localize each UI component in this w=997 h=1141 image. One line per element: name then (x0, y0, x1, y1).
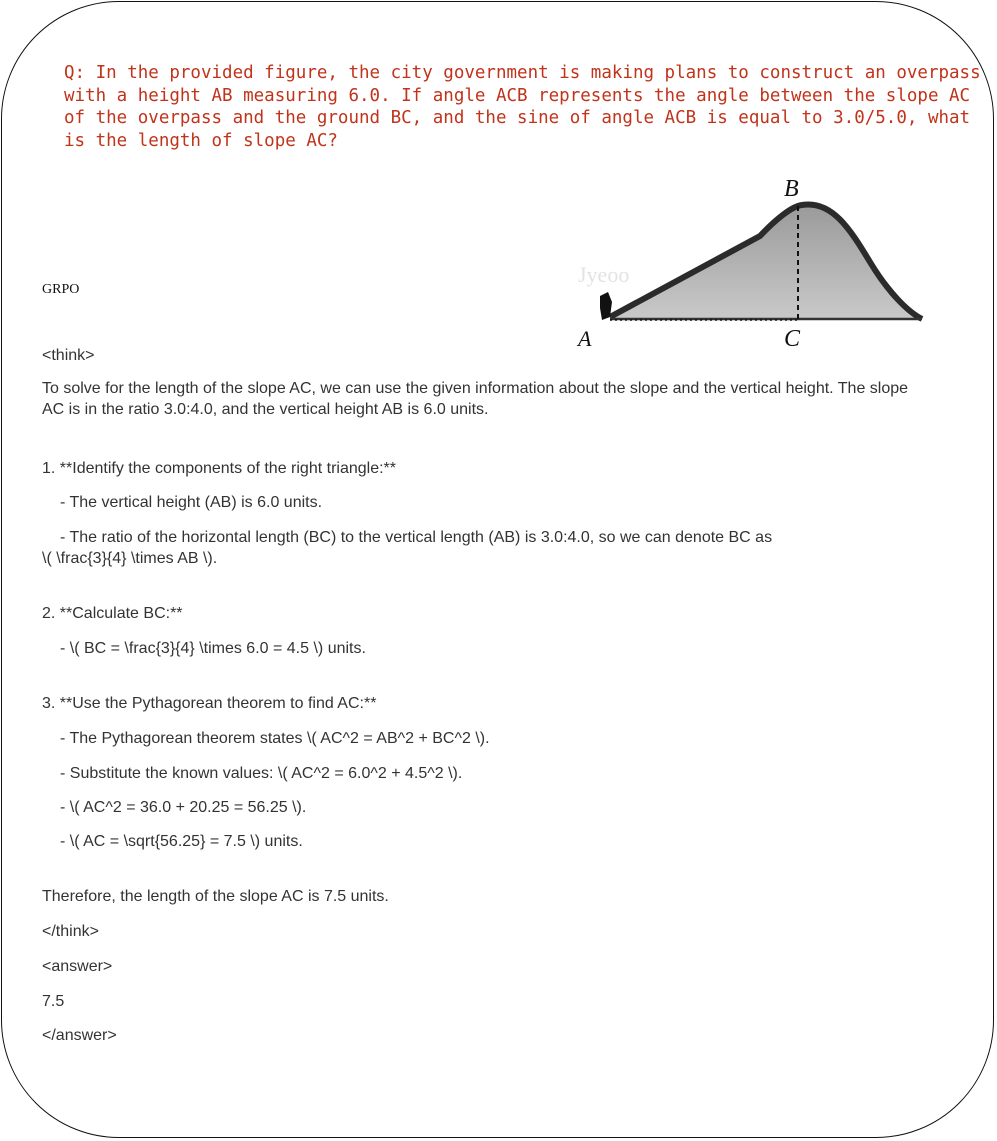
step-1-title: 1. **Identify the components of the right triangle:** (42, 460, 396, 477)
label-a: A (578, 326, 592, 351)
overpass-diagram (570, 174, 960, 352)
think-close-tag: </think> (42, 923, 99, 940)
hill-shape (610, 204, 922, 319)
response-card (1, 1, 994, 1138)
label-c: C (784, 326, 801, 352)
answer-value: 7.5 (42, 993, 65, 1010)
method-label: GRPO (42, 282, 80, 297)
step-2-title: 2. **Calculate BC:** (42, 605, 183, 622)
step-1-item-c: \( \frac{3}{4} \times AB \). (42, 550, 218, 567)
step-3-title: 3. **Use the Pythagorean theorem to find AC:** (42, 695, 377, 712)
step-1-item-b: - The ratio of the horizontal length (BC) to the vertical length (AB) is 3.0:4.0, so we can denote BC as (60, 529, 773, 546)
conclusion-text: Therefore, the length of the slope AC is 7.5 units. (42, 888, 389, 905)
label-b: B (784, 176, 799, 202)
think-open-tag: <think> (42, 347, 95, 364)
step-3-item-b: - Substitute the known values: \( AC^2 = 6.0^2 + 4.5^2 \). (60, 765, 463, 782)
step-3-item-c: - \( AC^2 = 36.0 + 20.25 = 56.25 \). (60, 799, 307, 816)
step-3-item-d: - \( AC = \sqrt{56.25} = 7.5 \) units. (60, 833, 303, 850)
answer-open-tag: <answer> (42, 958, 113, 975)
figure-watermark: Jyeoo (578, 262, 630, 287)
step-2-item-a: - \( BC = \frac{3}{4} \times 6.0 = 4.5 \) units. (60, 640, 366, 657)
overpass-figure (570, 174, 960, 352)
step-1-item-a: - The vertical height (AB) is 6.0 units. (60, 494, 323, 511)
answer-close-tag: </answer> (42, 1027, 117, 1044)
step-3-item-a: - The Pythagorean theorem states \( AC^2 = AB^2 + BC^2 \). (60, 730, 490, 747)
question-text: Q: In the provided figure, the city government is making plans to construct an overpass with a height AB measuring 6.0. If angle ACB represents the angle between the slope AC of the overpass and the ground BC, and the sine of angle ACB is equal to 3.0/5.0, what is the length of slope AC? (64, 63, 981, 151)
intro-paragraph: To solve for the length of the slope AC, we can use the given information about the slope and the vertical height. The slope AC is in the ratio 3.0:4.0, and the vertical height AB is 6.0 units. (42, 380, 909, 418)
